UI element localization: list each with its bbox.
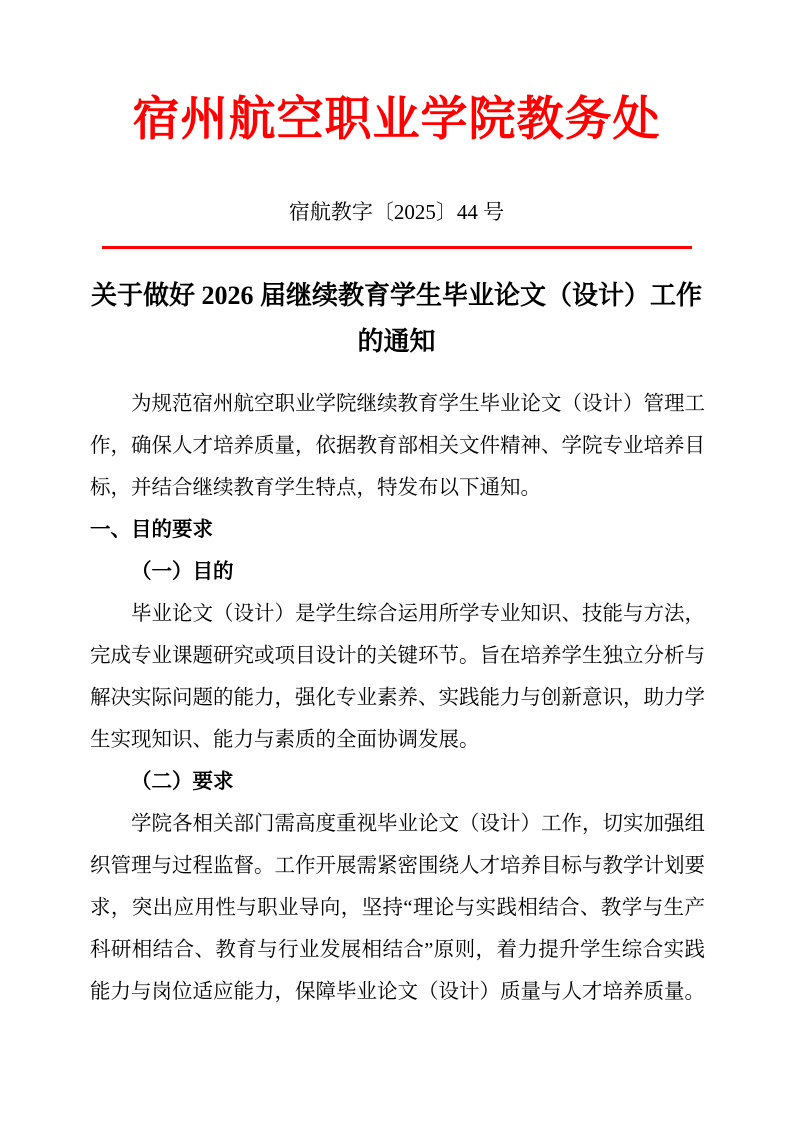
intro-paragraph: 为规范宿州航空职业学院继续教育学生毕业论文（设计）管理工作，确保人才培养质量，依据教育部相关文件精神、学院专业培养目标，并结合继续教育学生特点，特发布以下通知。 xyxy=(90,393,705,499)
subsection-1-2-heading: （二）要求 xyxy=(131,771,234,793)
section-1-heading: 一、目的要求 xyxy=(90,519,213,541)
document-title: 关于做好 2026 届继续教育学生毕业论文（设计）工作的通知 xyxy=(90,281,702,356)
document-body xyxy=(90,383,705,1013)
document-number: 宿航教字〔2025〕44 号 xyxy=(288,200,505,224)
letterhead-org-title: 宿州航空职业学院教务处 xyxy=(132,94,661,146)
subsection-1-2-paragraph: 学院各相关部门需高度重视毕业论文（设计）工作，切实加强组织管理与过程监督。工作开展需紧密围绕人才培养目标与教学计划要求，突出应用性与职业导向，坚持“理论与实践相结合、教学与生产科研相结合、教育与行业发展相结合”原则，着力提升学生综合实践能力与岗位适应能力，保障毕业论文（设计）质量与人才培养质量。 xyxy=(90,813,705,1003)
red-divider-line xyxy=(102,246,692,249)
subsection-1-1-paragraph: 毕业论文（设计）是学生综合运用所学专业知识、技能与方法，完成专业课题研究或项目设计的关键环节。旨在培养学生独立分析与解决实际问题的能力，强化专业素养、实践能力与创新意识，助力学生实现知识、能力与素质的全面协调发展。 xyxy=(90,603,705,751)
subsection-1-1-heading: （一）目的 xyxy=(131,561,234,583)
